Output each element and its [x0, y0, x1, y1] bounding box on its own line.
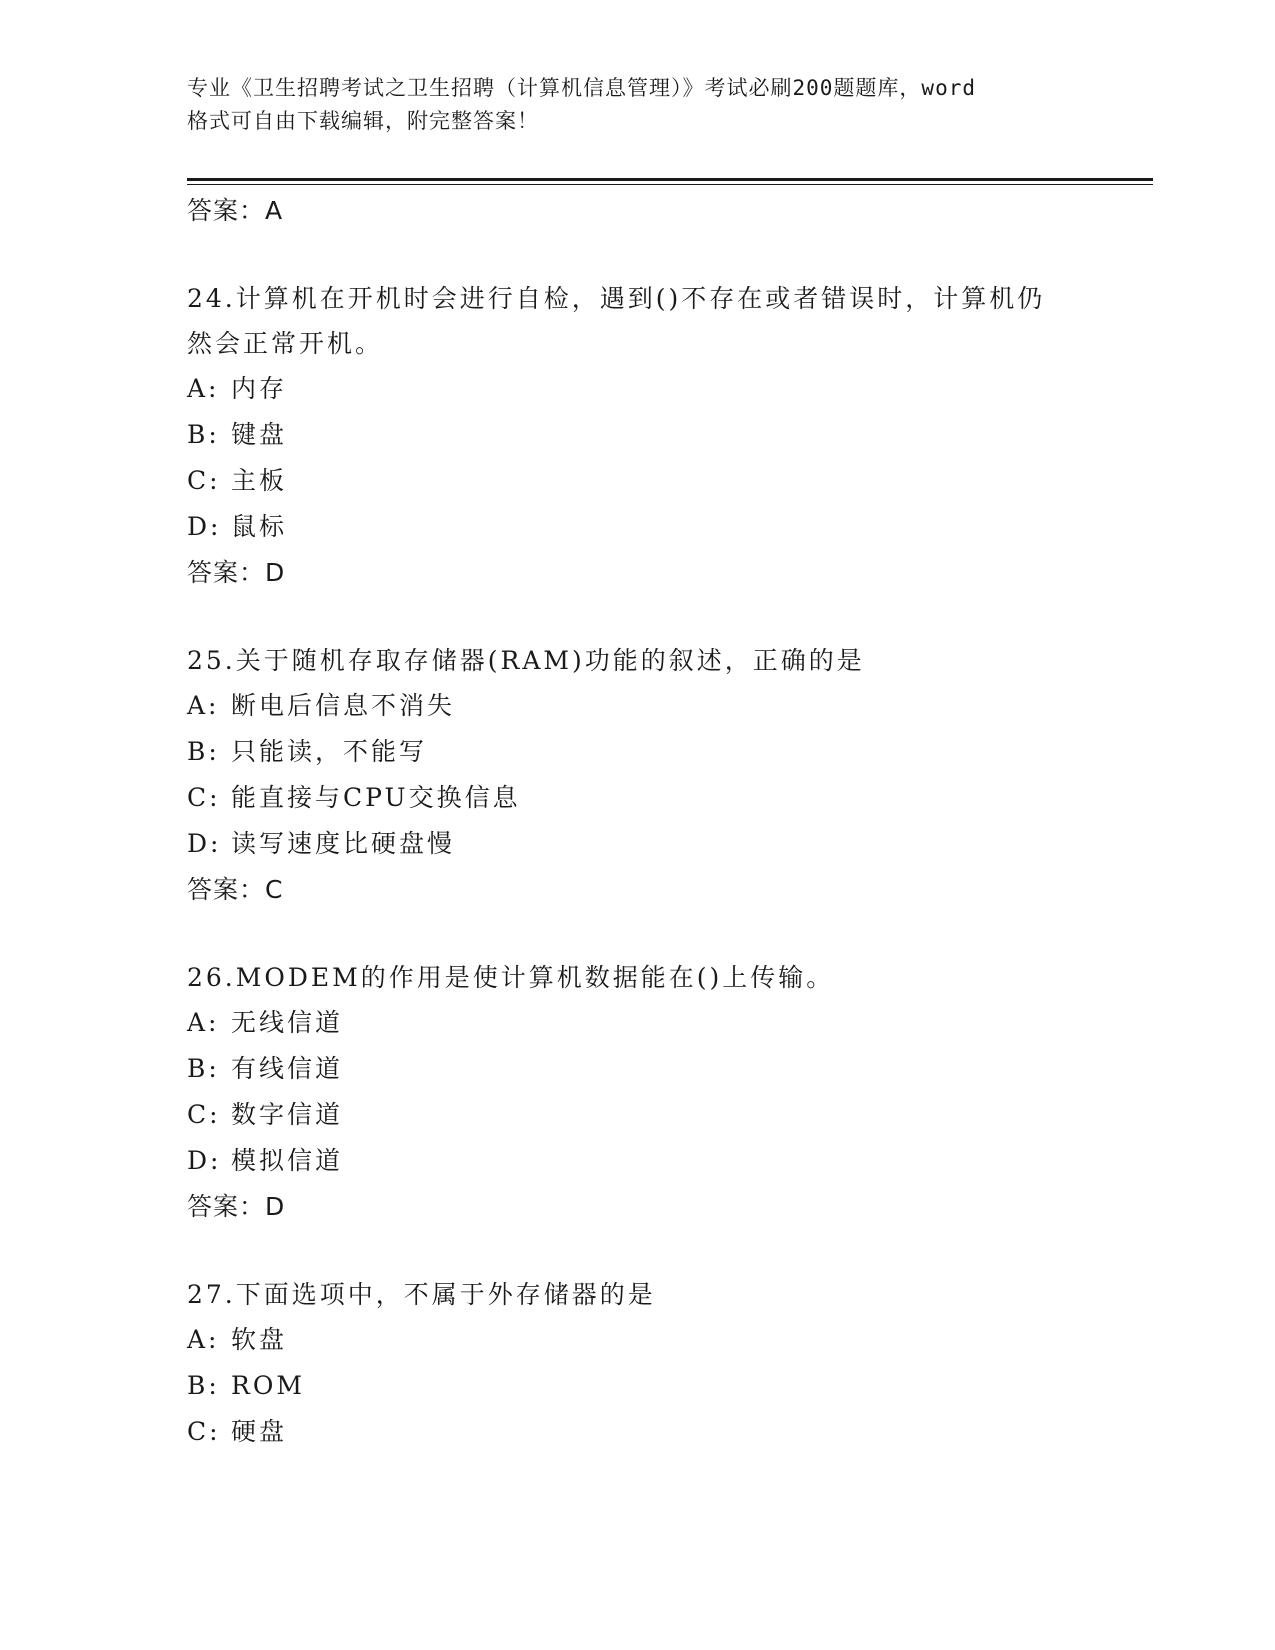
option-letter: C: — [187, 1417, 221, 1446]
option-text: ROM — [231, 1371, 305, 1400]
option-letter: B: — [187, 1371, 220, 1400]
option-a — [187, 366, 1087, 412]
header-line-1: 专业《卫生招聘考试之卫生招聘（计算机信息管理）》考试必刷200题题库，word — [187, 76, 976, 100]
option-letter: A: — [187, 1325, 220, 1354]
option-d — [187, 504, 1087, 550]
option-b — [187, 1046, 1087, 1092]
previous-answer: 答案：A — [187, 196, 284, 225]
option-b — [187, 729, 1087, 775]
answer: 答案：D — [187, 558, 286, 587]
question-text: 24.计算机在开机时会进行自检，遇到()不存在或者错误时，计算机仍然会正常开机。 — [187, 284, 1046, 358]
option-a — [187, 1000, 1087, 1046]
option-c — [187, 1409, 1087, 1455]
question-26 — [187, 955, 1087, 1230]
option-text: 能直接与CPU交换信息 — [231, 783, 521, 812]
option-text: 断电后信息不消失 — [231, 691, 456, 720]
option-letter: C: — [187, 783, 221, 812]
option-a — [187, 683, 1087, 729]
option-d — [187, 1138, 1087, 1184]
option-letter: C: — [187, 1100, 221, 1129]
option-c — [187, 1092, 1087, 1138]
question-27 — [187, 1272, 1087, 1455]
question-text: 26.MODEM的作用是使计算机数据能在()上传输。 — [187, 963, 835, 992]
answer: 答案：C — [187, 875, 284, 904]
option-b — [187, 412, 1087, 458]
option-text: 硬盘 — [231, 1417, 288, 1446]
option-b — [187, 1363, 1087, 1409]
option-letter: D: — [187, 1146, 222, 1175]
option-text: 数字信道 — [231, 1100, 344, 1129]
header-line-2: 格式可自由下载编辑，附完整答案！ — [187, 109, 539, 133]
option-letter: B: — [187, 1054, 220, 1083]
option-letter: A: — [187, 1008, 220, 1037]
option-text: 只能读，不能写 — [231, 737, 428, 766]
option-text: 软盘 — [231, 1325, 288, 1354]
question-list — [187, 188, 1087, 1497]
option-letter: D: — [187, 512, 222, 541]
option-text: 主板 — [231, 466, 288, 495]
option-letter: A: — [187, 374, 220, 403]
question-24 — [187, 276, 1087, 596]
option-letter: B: — [187, 737, 220, 766]
option-text: 无线信道 — [231, 1008, 344, 1037]
question-25 — [187, 638, 1087, 913]
option-text: 内存 — [231, 374, 288, 403]
option-text: 键盘 — [231, 420, 288, 449]
option-c — [187, 775, 1087, 821]
answer: 答案：D — [187, 1192, 286, 1221]
option-a — [187, 1317, 1087, 1363]
option-letter: D: — [187, 829, 222, 858]
option-letter: C: — [187, 466, 221, 495]
option-d — [187, 821, 1087, 867]
question-text: 25.关于随机存取存储器(RAM)功能的叙述，正确的是 — [187, 646, 865, 675]
question-text: 27.下面选项中，不属于外存储器的是 — [187, 1280, 656, 1309]
option-text: 模拟信道 — [231, 1146, 344, 1175]
document-header — [187, 72, 1087, 138]
option-c — [187, 458, 1087, 504]
header-rule-thick — [187, 178, 1153, 181]
option-text: 鼠标 — [231, 512, 288, 541]
option-letter: A: — [187, 691, 220, 720]
option-text: 有线信道 — [231, 1054, 344, 1083]
option-text: 读写速度比硬盘慢 — [231, 829, 456, 858]
header-rule-thin — [187, 184, 1153, 185]
option-letter: B: — [187, 420, 220, 449]
